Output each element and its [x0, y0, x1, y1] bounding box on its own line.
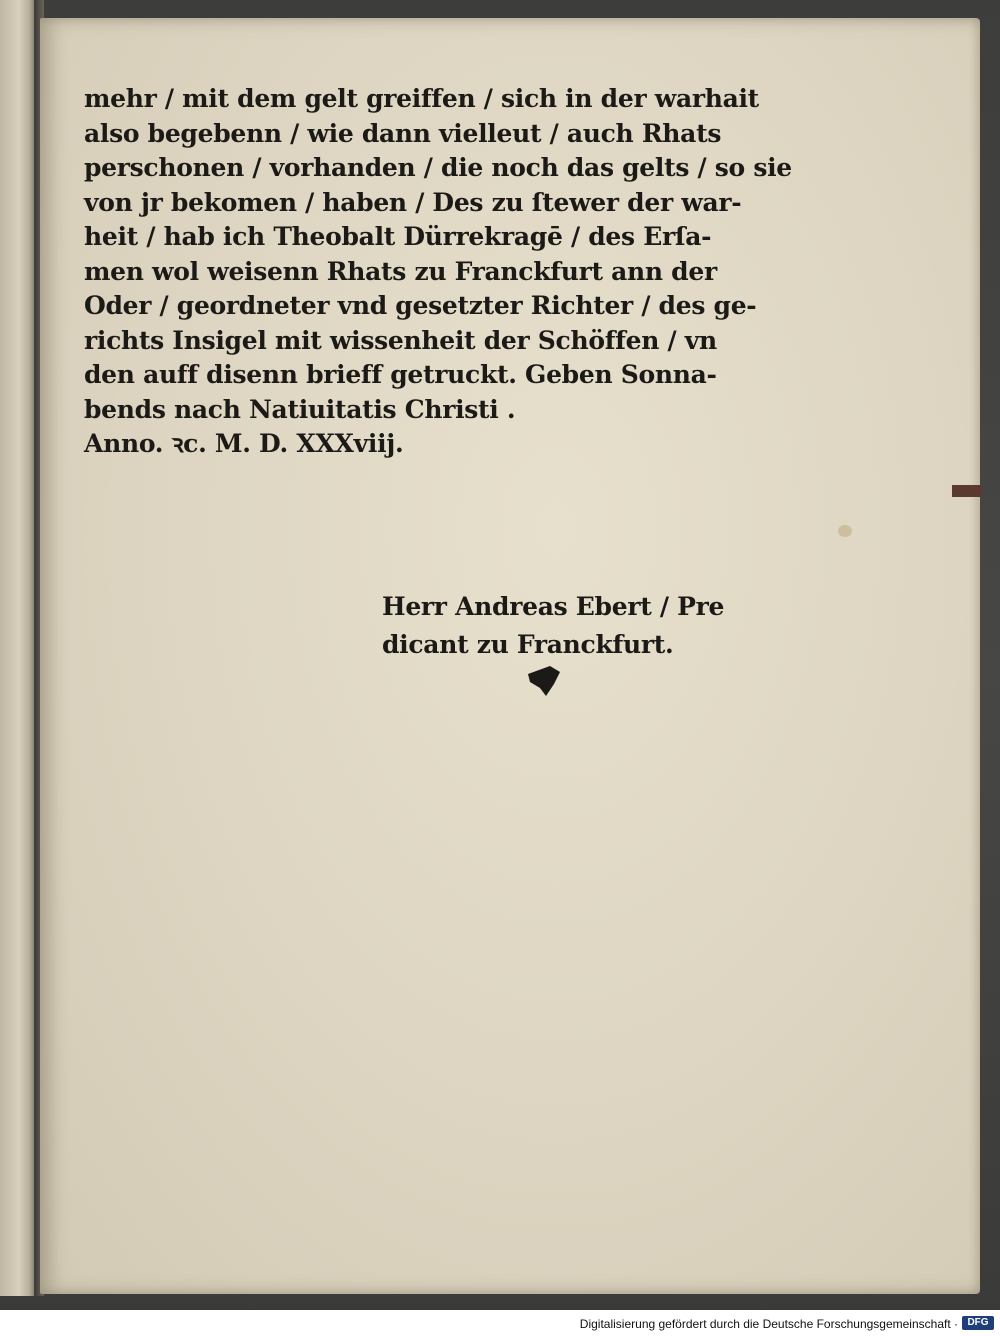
text-line: von jr bekomen / haben / Des zu ſtewer der war-	[84, 187, 742, 217]
text-line: also begebenn / wie dann vielleut / auch Rhats	[84, 118, 722, 148]
signature-line: dicant zu Franckfurt.	[382, 630, 674, 659]
dfg-logo: DFG	[962, 1316, 994, 1330]
digitization-credit: Digitalisierung gefördert durch die Deutsche Forschungsgemeinschaft ·	[579, 1317, 958, 1331]
text-line: bends nach Natiuitatis Christi .	[84, 394, 516, 424]
signature-block	[382, 588, 802, 664]
previous-page-edge	[0, 0, 35, 1296]
paper-stain	[838, 525, 852, 537]
page-text	[84, 82, 792, 462]
text-line: perschonen / vorhanden / die noch das gelts / so sie	[84, 153, 792, 182]
text-line: mehr / mit dem gelt greiffen / sich in der warhait	[84, 84, 759, 113]
signature-line: Herr Andreas Ebert / Pre	[382, 592, 725, 621]
text-line: den auff disenn brieff getruckt. Geben Sonna-	[84, 360, 717, 389]
text-line: Oder / geordneter vnd gesetzter Richter / des ge-	[84, 291, 757, 320]
text-line: men wol weisenn Rhats zu Franckfurt ann der	[84, 256, 717, 286]
text-line: richts Insigel mit wissenheit der Schöffen / vn	[84, 325, 717, 355]
date-line: Anno. ꝛc. M. D. XXXviij.	[84, 429, 404, 458]
page-edge-tab	[952, 485, 982, 497]
text-line: heit / hab ich Theobalt Dürrekragē / des Erſa-	[84, 222, 712, 251]
ink-blot-mark	[524, 664, 564, 698]
